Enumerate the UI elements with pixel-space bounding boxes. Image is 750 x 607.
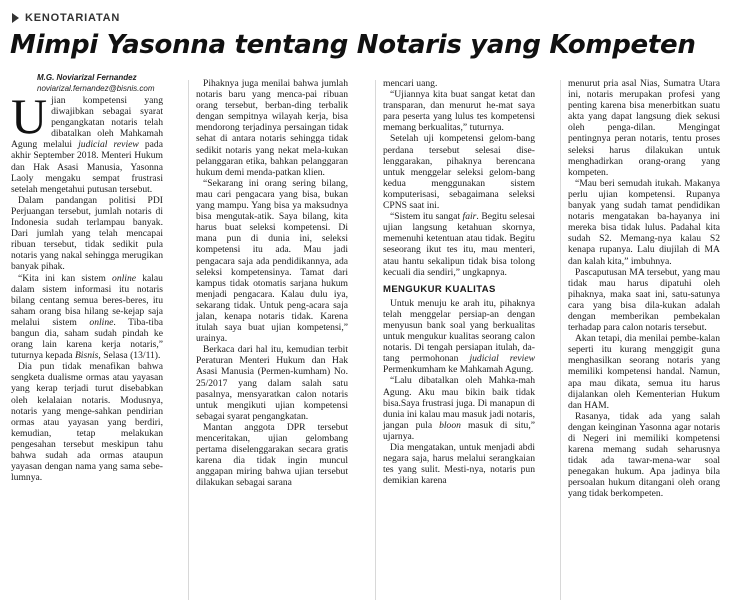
article-column-4 <box>568 78 720 500</box>
section-rubric <box>12 10 120 26</box>
article-paragraph <box>568 267 720 334</box>
text-run: Akan tetapi, dia menilai pembe-kalan seperti itu kurang menggigit guna menghasilkan seorang notaris yang memiliki kompetensi handal. Namun, apa mau dikata, semua itu harus dijalankan oleh Kementerian Hukum dan HAM. <box>568 333 720 411</box>
text-run: , Selasa (13/11). <box>98 350 161 362</box>
article-paragraph <box>11 195 163 273</box>
text-run: Pascaputusan MA tersebut, yang mau tidak mau harus dipatuhi oleh pihaknya, maka saat ini, satu-satunya cara yang bisa dila-kukan adalah dengan memberikan pembekalan terhadap para calon notaris tersebut. <box>568 266 720 334</box>
text-run: Dalam pandangan politisi PDI Perjuangan tersebut, jumlah notaris di Indonesia sudah terlampau banyak. Dari jumlah yang telah mencapai ribuan tersebut, tidak sedikit pula notaris yang nakal sehingga merugikan banyak pihak. <box>11 194 163 273</box>
triangle-icon <box>12 13 19 23</box>
article-paragraph <box>383 89 535 133</box>
article-paragraph <box>383 298 535 376</box>
article-paragraph <box>383 78 535 89</box>
article-paragraph <box>383 211 535 278</box>
article-paragraph <box>11 273 163 362</box>
article-paragraph <box>568 333 720 411</box>
italic-term: judicial review <box>78 139 139 151</box>
italic-term: online <box>112 272 137 284</box>
article-column-3 <box>383 78 535 486</box>
text-run: “Ujiannya kita buat sangat ketat dan transparan, dan menurut he-mat saya para peserta yang lulus tes kompetensi memang berkualitas,” tuturnya. <box>383 89 535 134</box>
article-paragraph <box>568 411 720 500</box>
text-run: “Kita ini kan sistem <box>18 272 113 284</box>
text-run: “Sekarang ini orang sering bilang, mau cari pengacara yang bisa, bukan yang mampu. Yang bisa ya maksudnya bisa mengutak-atik. Saya bilang, kita harus buat seleksi kompetensi. Di mana pun di dunia ini, seleksi kompetensi itu ada. Mau jadi pengacara saja ada pendidikannya, ada seleksi kompetensinya. Tamat dari kampus tidak otomatis sarjana hukum menjadi pengacara. Kalau dulu iya, sekarang tidak. Untuk peng-acara saja jalan, kenapa notaris tidak. Karena itulah saya buat ujian kompetensi,” urainya. <box>196 177 348 345</box>
column-divider <box>375 80 376 600</box>
text-run: Untuk menuju ke arah itu, pihaknya telah menggelar persiap-an dengan menyusun bank soal yang berkualitas untuk mengukur kualitas seorang calon notaris. Di tengah persiapan itulah, da-tang permohonan <box>383 297 535 365</box>
column-divider <box>560 80 561 600</box>
text-run: menurut pria asal Nias, Sumatra Utara ini, notaris merupakan profesi yang penting karena bisa menerbitkan suatu akta yang dapat langsung diek sekusi oleh penga-dilan. Mengingat pentingnya peran notaris, tentu proses seleksi harus dilakukan untuk menghadirkan orang-orang yang kompeten. <box>568 78 720 178</box>
rubric-label: KENOTARIATAN <box>25 12 121 24</box>
italic-term: fair <box>462 211 477 223</box>
article-paragraph <box>383 133 535 211</box>
text-run: Dia mengatakan, untuk menjadi abdi negara saja, harus melalui serangkaian tes yang sulit. Mesti-nya, notaris pun demikian karena <box>383 442 535 487</box>
article-paragraph <box>196 344 348 422</box>
text-run: Rasanya, tidak ada yang salah dengan keinginan Yasonna agar notaris di Negeri ini memiliki kompetensi karena memang sudah seharusnya tidak ada tawar-mena-war soal penegakan hukum. Apa jadinya bila persoalan hukum ditangani oleh orang yang tidak berkompeten. <box>568 410 720 500</box>
article-paragraph <box>196 78 348 178</box>
byline-author: M.G. Noviarizal Fernandez <box>37 73 137 82</box>
text-run: Dia pun tidak menafikan bahwa sengketa dualisme ormas atau yayasan yang kerap terjadi turut disebabkan oleh kelalaian notaris. Modusnya, notaris yang menge-sahkan pendirian ormas atau yayasan yang berdiri, kemudian, tetap melakukan pengesahan tersebut meskipun tahu bahwa sudah ada ormas ataupun yayasan dengan nama yang sama sebe-lumnya. <box>11 361 163 484</box>
text-run: Pihaknya juga menilai bahwa jumlah notaris baru yang menca-pai ribuan orang tersebut, berban-ding terbalik dengan sempitnya wilayah kerja, bisa mendorong terjadinya persaingan tidak sehat di antara notaris sehingga tidak sedikit notaris yang nekat mela-kukan pelanggaran etika, bahkan pelanggaran hukum demi menda-patkan klien. <box>196 78 348 178</box>
text-run: jian kompetensi yang diwajibkan sebagai syarat pengangkatan notaris telah dibatalkan oleh Mahkamah Agung melalui <box>11 95 163 151</box>
byline-email[interactable]: noviarizal.fernandez@bisnis.com <box>37 84 155 93</box>
italic-term: judicial review <box>469 353 535 365</box>
text-run: “Sistem itu sangat <box>390 211 463 223</box>
article-paragraph <box>568 178 720 267</box>
article-paragraph <box>568 78 720 178</box>
article-paragraph <box>11 361 163 483</box>
text-run: pada akhir September 2018. Menteri Hukum dan Hak Asasi Manusia, Yasonna Laoly mengaku sempat frustrasi setelah mengetahui putusan tersebut. <box>11 139 163 195</box>
text-run: masuk di situ,” ujarnya. <box>383 419 535 442</box>
headline: Mimpi Yasonna tentang Notaris yang Kompeten <box>10 30 696 60</box>
text-run: . Tiba-tiba bangun dia, saham sudah pindah ke orang lain karena kerja notaris,” tuturnya kepada <box>11 316 163 362</box>
article-paragraph <box>383 375 535 442</box>
text-run: Setelah uji kompetensi gelom-bang perdana tersebut selesai dise-lenggarakan, pihaknya berencana untuk menggelar seleksi gelom-bang kedua menggunakan sistem komputerisasi, sebagaimana seleksi CPNS saat ini. <box>383 133 535 212</box>
article-paragraph <box>196 178 348 344</box>
article-column-2 <box>196 78 348 488</box>
article-paragraph <box>196 422 348 489</box>
text-run: Permenkumham ke Mahkamah Agung. <box>383 364 534 376</box>
text-run: Mantan anggota DPR tersebut menceritakan, ujian gelombang pertama diselenggarakan secara gratis karena dia tidak ingin muncul anggapan miring bahwa ujian tersebut dilakukan sebagai sarana <box>196 421 348 489</box>
column-divider <box>188 80 189 600</box>
byline <box>37 72 155 94</box>
text-run: kalau dalam sistem informasi itu notaris bilang centang semua beres-beres, itu saham orang bisa hilang se-kejap saja melalui sistem <box>11 272 163 328</box>
drop-cap: U <box>11 88 48 144</box>
italic-term: Bisnis <box>74 350 99 362</box>
text-run: mencari uang. <box>383 78 438 89</box>
article-paragraph <box>383 442 535 486</box>
italic-term: online <box>89 316 114 328</box>
italic-term: bloon <box>439 419 461 431</box>
text-run: “Mau beri semudah itukah. Makanya perlu ujian kompetensi. Rupanya banyak yang sudah tamat pendidikan notaris mengatakan ba-hayanya ini mereka bisa tidak lulus. Padahal kita sudah S2. Memang-nya kalau S2 kenapa rupanya. Lalu diujilah di MA dan kalah kita,” imbuhnya. <box>568 177 720 267</box>
text-run: “Lalu dibatalkan oleh Mahka-mah Agung. Aku mau bikin baik tidak bisa.Saya frustrasi juga. Di manapun di dunia ini kalau mau masuk jadi notaris, jangan pula <box>383 375 535 431</box>
text-run: . Begitu selesai ujian langsung ketahuan skornya, memenuhi ketentuan atau tidak. Begitu seseorang ikut tes itu, mau menteri, atau hantu sekalipun tidak bisa tolong kecuali dia sendiri,” ungkapnya. <box>383 211 535 278</box>
text-run: Berkaca dari hal itu, kemudian terbit Peraturan Menteri Hukum dan Hak Asasi Manusia (Permen-kumham) No. 25/2017 yang dalam salah satu pasalnya, mensyaratkan calon notaris untuk mengikuti ujian kompetensi sebagai syarat pengangkatan. <box>196 344 348 422</box>
section-subheading: MENGUKUR KUALITAS <box>383 283 496 295</box>
